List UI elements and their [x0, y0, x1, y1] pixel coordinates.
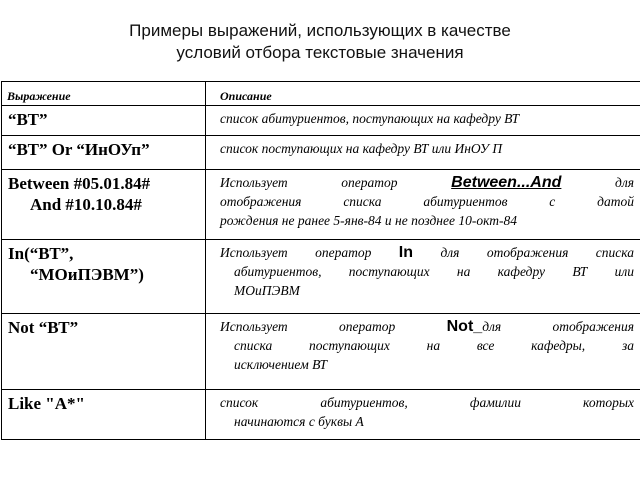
description-cell: [206, 390, 640, 440]
description-text: для отображения: [482, 319, 634, 334]
description-text: Использует оператор: [220, 175, 452, 190]
expression-text: Like "А*": [8, 394, 85, 413]
expression-text: “ВТ” Or “ИнОУп”: [8, 140, 150, 159]
description-line-2: абитуриентов, поступающих на кафедру ВТ или: [234, 264, 634, 279]
description-line-2: отображения списка абитуриентов с датой: [220, 194, 634, 209]
header-description: Описание: [206, 82, 640, 106]
table-row: [2, 170, 640, 240]
description-line-3: рождения не ранее 5-янв-84 и не позднее 10-окт-84: [220, 213, 517, 228]
expression-text-cont: And #10.10.84#: [30, 195, 142, 214]
expression-cell: [2, 390, 206, 440]
expression-text: Between #05.01.84#: [8, 174, 151, 193]
expression-cell: [2, 170, 206, 240]
description-line-2: начинаются с буквы А: [234, 414, 364, 429]
expression-cell: [2, 314, 206, 390]
description-text: для отображения списка: [413, 245, 634, 260]
expression-cell: [2, 240, 206, 314]
description-line-1: список абитуриентов, фамилии которых: [220, 395, 634, 410]
description-text: список поступающих на кафедру ВТ или ИнОУ П: [220, 141, 503, 156]
expression-cell: [2, 136, 206, 170]
description-line-1: [220, 173, 634, 192]
expression-text: Not “ВТ”: [8, 318, 79, 337]
description-line-1: [220, 243, 634, 262]
description-line-3: МОиПЭВМ: [234, 283, 300, 298]
description-text: Использует оператор: [220, 245, 399, 260]
operator-keyword: In: [398, 244, 414, 261]
description-cell: [206, 240, 640, 314]
table-row: [2, 314, 640, 390]
description-cell: [206, 106, 640, 136]
expression-cell: [2, 106, 206, 136]
slide-title: [0, 20, 640, 64]
table-header-row: [2, 82, 640, 106]
header-expression: Выражение: [2, 82, 206, 106]
table-row: [2, 106, 640, 136]
operator-keyword: Between...And: [451, 174, 562, 191]
description-cell: [206, 170, 640, 240]
description-text: список абитуриентов, поступающих на кафедру ВТ: [220, 111, 520, 126]
description-line-1: [220, 317, 634, 336]
description-text: Использует оператор: [220, 319, 447, 334]
expression-text: In(“ВТ”,: [8, 244, 74, 263]
description-cell: [206, 136, 640, 170]
title-line-2: условий отбора текстовые значения: [176, 43, 464, 62]
operator-keyword: Not_: [446, 318, 483, 335]
table-row: [2, 240, 640, 314]
expression-text: “ВТ”: [8, 110, 48, 129]
table-row: [2, 136, 640, 170]
description-line-2: списка поступающих на все кафедры, за: [234, 338, 634, 353]
description-cell: [206, 314, 640, 390]
description-line-3: исключением ВТ: [234, 357, 328, 372]
expressions-table: [1, 81, 640, 440]
title-line-1: Примеры выражений, использующих в качестве: [129, 21, 511, 40]
description-text: для: [561, 175, 635, 190]
expression-text-cont: “МОиПЭВМ”): [30, 265, 144, 284]
table-row: [2, 390, 640, 440]
